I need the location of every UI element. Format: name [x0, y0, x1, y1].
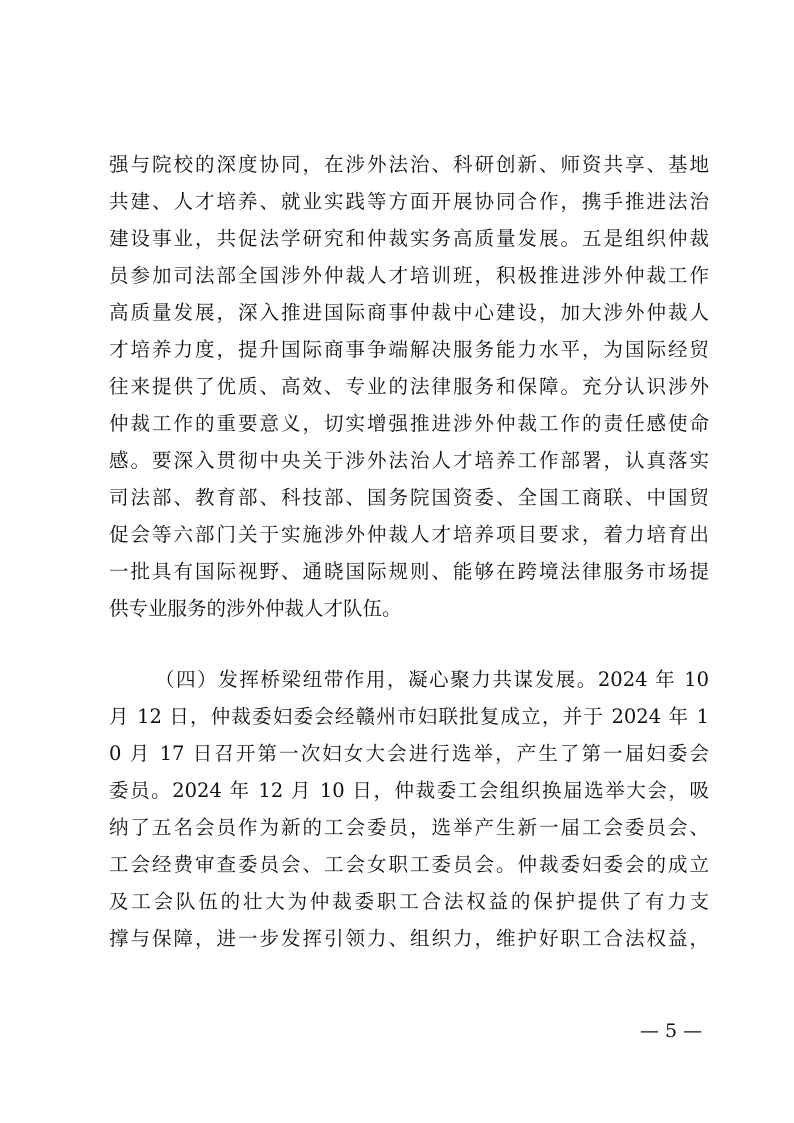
paragraph-2-line: 月 12 日，仲裁委妇委会经赣州市妇联批复成立，并于 2024 年 1 — [109, 705, 709, 728]
paragraph-1-line: 司法部、教育部、科技部、国务院国资委、全国工商联、中国贸 — [109, 486, 709, 509]
paragraph-2-line: 工会经费审查委员会、工会女职工委员会。仲裁委妇委会的成立 — [109, 853, 709, 876]
paragraph-1-line: 仲裁工作的重要意义，切实增强推进涉外仲裁工作的责任感使命 — [109, 412, 709, 435]
paragraph-2 — [109, 661, 709, 957]
page-number: — 5 — — [640, 1020, 703, 1042]
paragraph-2-line: 撑与保障，进一步发挥引领力、组织力，维护好职工合法权益， — [109, 927, 709, 950]
paragraph-1-line: 促会等六部门关于实施涉外仲裁人才培养项目要求，着力培育出 — [109, 523, 709, 546]
paragraph-1-line: 共建、人才培养、就业实践等方面开展协同合作，携手推进法治 — [109, 190, 709, 213]
paragraph-1-line: 高质量发展，深入推进国际商事仲裁中心建设，加大涉外仲裁人 — [109, 301, 709, 324]
paragraph-2-line: 0 月 17 日召开第一次妇女大会进行选举，产生了第一届妇委会 — [109, 742, 709, 765]
paragraph-1-line: 供专业服务的涉外仲裁人才队伍。 — [109, 597, 402, 620]
paragraph-1-line: 强与院校的深度协同，在涉外法治、科研创新、师资共享、基地 — [109, 153, 709, 176]
paragraph-2-heading-line: （四）发挥桥梁纽带作用，凝心聚力共谋发展。2024 年 10 — [155, 668, 709, 691]
paragraph-1-line: 建设事业，共促法学研究和仲裁实务高质量发展。五是组织仲裁 — [109, 227, 709, 250]
paragraph-1-line: 往来提供了优质、高效、专业的法律服务和保障。充分认识涉外 — [109, 375, 709, 398]
paragraph-2-line: 纳了五名会员作为新的工会委员，选举产生新一届工会委员会、 — [109, 816, 709, 839]
paragraph-1 — [109, 146, 709, 627]
paragraph-2-line: 及工会队伍的壮大为仲裁委职工合法权益的保护提供了有力支 — [109, 890, 709, 913]
paragraph-1-line: 员参加司法部全国涉外仲裁人才培训班，积极推进涉外仲裁工作 — [109, 264, 709, 287]
paragraph-1-line: 感。要深入贯彻中央关于涉外法治人才培养工作部署，认真落实 — [109, 449, 709, 472]
paragraph-2-line: 委员。2024 年 12 月 10 日，仲裁委工会组织换届选举大会，吸 — [109, 779, 709, 802]
paragraph-1-line: 一批具有国际视野、通晓国际规则、能够在跨境法律服务市场提 — [109, 560, 709, 583]
paragraph-1-line: 才培养力度，提升国际商事争端解决服务能力水平，为国际经贸 — [109, 338, 709, 361]
